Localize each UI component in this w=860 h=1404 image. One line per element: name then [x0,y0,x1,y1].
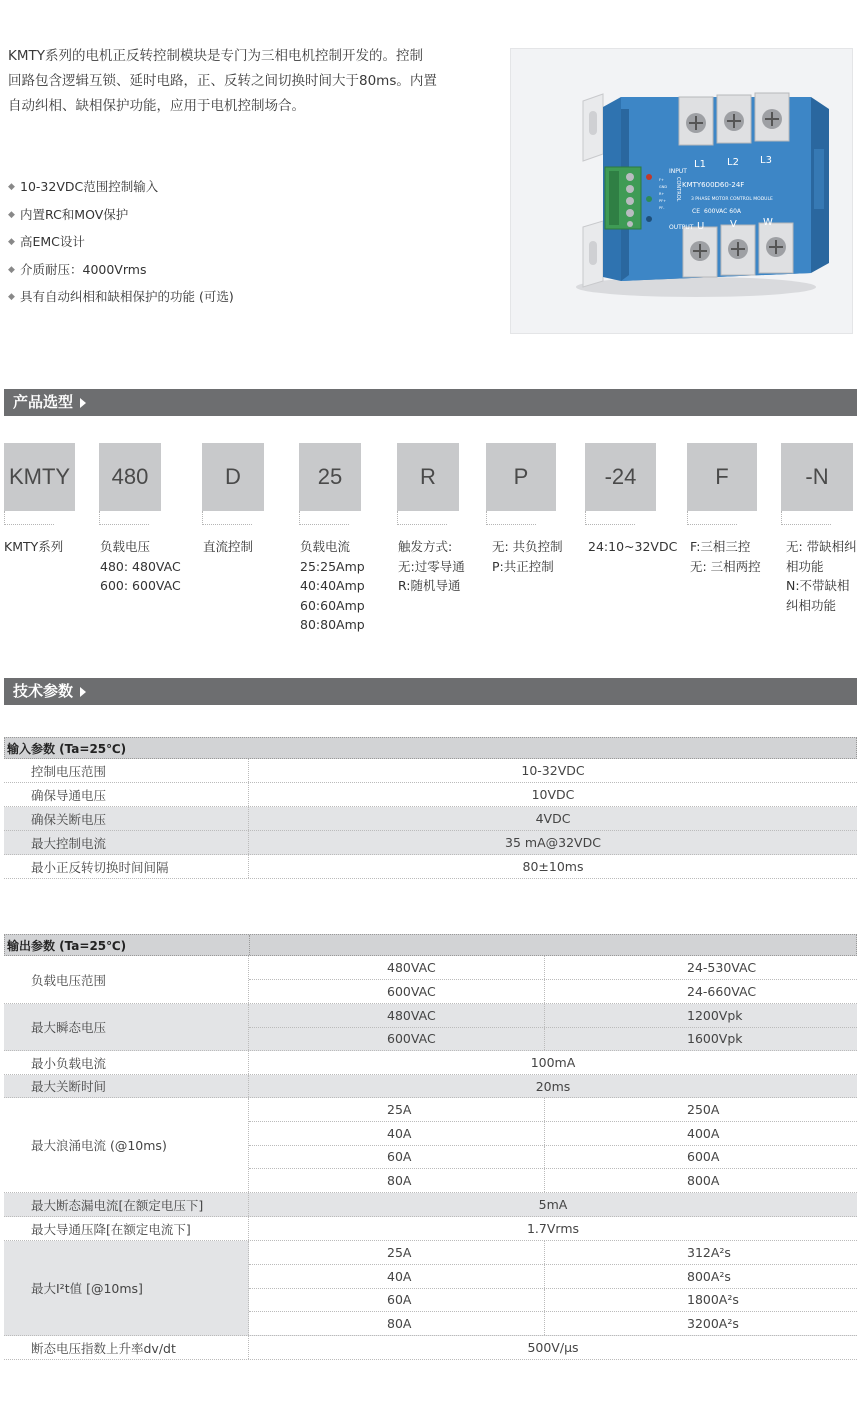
param-value: 24-660VAC [687,984,757,999]
code-desc-phase-correction [786,537,857,615]
param-condition: 480VAC [249,956,545,979]
code-desc-control-voltage [588,537,677,557]
code-desc-line: 无: 三相两控 [690,558,761,574]
diamond-bullet-icon: ◆ [8,264,15,275]
label-term-2: R+ [659,192,665,196]
feature-text: 内置RC和MOV保护 [20,206,129,222]
table-subrow [249,1312,857,1335]
table-row [4,1004,857,1051]
code-desc-line: 无:过零导通 [398,558,465,574]
label-model: KMTY600D60-24F [682,181,745,189]
code-desc-voltage [100,537,181,596]
code-desc-trigger [398,537,465,596]
intro-line: 回路包含逻辑互锁、延时电路，正、反转之间切换时间大于80ms。内置 [8,73,437,89]
param-value: 800A²s [687,1268,731,1284]
table-subrow [249,956,857,980]
param-value: 1600Vpk [687,1031,743,1047]
param-value: 800A [687,1173,720,1189]
diamond-bullet-icon: ◆ [8,237,15,247]
code-desc-line: R:随机导通 [398,578,461,593]
code-desc-polarity [492,537,563,576]
side-logo [814,149,824,209]
code-desc-line: 无: 共负控制 [492,539,563,554]
param-label: 断态电压指数上升率dv/dt [4,1336,249,1359]
label-term-4: PF- [659,206,665,210]
table-row [4,1051,857,1075]
param-value: 600A [687,1149,720,1165]
code-box: -24 [585,443,656,511]
code-desc-line: 24:10~32VDC [588,539,678,554]
table-row [4,831,857,855]
param-value: 80±10ms [522,859,584,874]
table-header: 输入参数 (Ta=25℃) [7,741,127,756]
code-desc-line: 80:80Amp [300,617,365,632]
table-header-row [4,934,857,956]
table-row [4,855,857,879]
table-row [4,1241,857,1336]
param-condition: 600VAC [249,980,545,1003]
table-row [4,1193,857,1217]
table-subrow [249,1098,857,1122]
param-label: 最小负载电流 [4,1051,249,1074]
table-subrow [249,980,857,1003]
feature-item [8,176,234,204]
label-rating: 600VAC 60A [704,208,742,215]
table-subrow [249,1004,857,1028]
table-row [4,1098,857,1193]
input-params-table [4,737,857,879]
label-output: OUTPUT [669,224,694,231]
param-condition: 80A [249,1169,545,1192]
code-connector [99,511,149,525]
table-header: 输出参数 (Ta=25℃) [5,935,250,955]
product-image [510,48,853,334]
diamond-bullet-icon: ◆ [8,182,15,192]
table-row [4,1075,857,1098]
code-box: R [397,443,459,511]
table-subrow [249,1169,857,1192]
param-value: 5mA [538,1197,568,1212]
label-term-0: F+ [659,178,664,182]
section-bar-product-selection [4,389,857,416]
param-condition: 25A [249,1241,545,1264]
code-connector [202,511,252,525]
param-value: 400A [687,1125,720,1141]
code-desc-line: 无: 带缺相纠 [786,539,857,554]
code-desc-line: 40:40Amp [300,578,365,593]
param-condition: 60A [249,1289,545,1312]
table-subrow [249,1146,857,1170]
param-value: 24-530VAC [687,960,757,975]
param-condition: 80A [249,1312,545,1335]
code-desc-line: 直流控制 [203,539,254,554]
code-desc-line: P:共正控制 [492,558,554,574]
output-params-table [4,934,857,1360]
label-l1: L1 [694,159,706,170]
code-connector [486,511,536,525]
param-value: 10-32VDC [521,763,585,778]
feature-text: 具有自动纠相和缺相保护的功能 (可选) [20,289,234,304]
code-desc-control [203,537,253,557]
code-connector [687,511,737,525]
param-value: 1800A²s [687,1292,739,1308]
param-value: 312A²s [687,1244,731,1260]
feature-item [8,286,234,314]
caret-right-icon [80,398,86,408]
table-subrow [249,1241,857,1265]
param-value: 3200A²s [687,1316,739,1332]
table-header-row [4,737,857,759]
code-box: KMTY [4,443,75,511]
param-label: 最大断态漏电流[在额定电压下] [4,1193,249,1216]
code-desc-line: F:三相三控 [690,539,751,554]
param-label: 最大控制电流 [4,831,249,854]
param-label: 最大瞬态电压 [4,1004,249,1050]
code-box: P [486,443,556,511]
table-row [4,1217,857,1241]
table-subrow [249,1122,857,1146]
param-label: 确保导通电压 [4,783,249,806]
param-label: 最小正反转切换时间间隔 [4,855,249,878]
feature-item [8,259,234,287]
param-label: 最大关断时间 [4,1075,249,1097]
code-connector [585,511,635,525]
param-value: 4VDC [535,811,571,826]
param-condition: 480VAC [249,1004,545,1027]
code-desc-line: N:不带缺相 [786,578,850,593]
param-condition: 25A [249,1098,545,1121]
table-row [4,759,857,783]
code-desc-current [300,537,365,635]
code-box: 480 [99,443,161,511]
code-desc-line: 60:60Amp [300,597,365,613]
code-desc-line: 25:25Amp [300,558,365,574]
intro-line: 自动纠相、缺相保护功能，应用于电机控制场合。 [8,98,305,114]
param-label: 最大I²t值 [@10ms] [4,1241,249,1335]
param-label: 确保关断电压 [4,807,249,830]
param-value: 1.7Vrms [526,1221,580,1236]
code-desc-series [4,537,63,557]
label-u: U [697,221,705,232]
code-connector [4,511,54,525]
table-subrow [249,1289,857,1313]
param-value: 20ms [535,1078,571,1094]
param-label: 负载电压范围 [4,956,249,1003]
table-row [4,956,857,1004]
param-value: 500V/μs [527,1340,579,1355]
label-desc: 3 PHASE MOTOR CONTROL MODULE [691,197,773,202]
table-subrow [249,1028,857,1051]
code-desc-line: 相功能 [786,558,824,574]
motor-control-module-illustration [511,49,853,334]
param-condition: 40A [249,1265,545,1288]
intro-line: KMTY系列的电机正反转控制模块是专门为三相电机控制开发的。控制 [8,48,423,64]
param-label: 最大浪涌电流 (@10ms) [4,1098,249,1192]
code-desc-line: 480: 480VAC [100,558,181,574]
label-v: V [730,219,737,230]
param-label: 控制电压范围 [4,759,249,782]
label-term-1: GND [659,185,668,189]
param-label: 最大导通压降[在额定电流下] [4,1217,249,1240]
param-value: 35 mA@32VDC [505,835,601,850]
param-value: 10VDC [531,787,575,802]
param-condition: 60A [249,1146,545,1169]
diamond-bullet-icon: ◆ [8,209,15,220]
feature-list [8,176,234,314]
label-term-3: PF+ [659,199,667,203]
section-title: 技术参数 [13,682,74,700]
feature-text: 高EMC设计 [20,234,85,249]
code-box: F [687,443,757,511]
label-l3: L3 [760,155,772,166]
label-w: W [763,217,773,228]
section-bar-tech-params [4,678,857,705]
feature-item [8,231,234,259]
code-desc-line: 负载电流 [300,539,351,554]
code-connector [397,511,447,525]
intro-paragraph [8,44,448,119]
caret-right-icon [80,687,86,697]
diamond-bullet-icon: ◆ [8,292,15,302]
feature-text: 介质耐压：4000Vrms [20,261,147,277]
table-row [4,1336,857,1360]
code-box: -N [781,443,853,511]
code-box: 25 [299,443,361,511]
table-subrow [249,1265,857,1289]
label-input: INPUT [669,168,687,175]
param-condition: 600VAC [249,1028,545,1051]
code-desc-line: 负载电压 [100,539,151,554]
table-row [4,783,857,807]
label-l2: L2 [727,157,739,168]
code-desc-line: 纠相功能 [786,597,837,613]
code-connector [299,511,349,525]
feature-text: 10-32VDC范围控制输入 [20,179,159,194]
param-condition: 40A [249,1122,545,1145]
param-value: 250A [687,1101,720,1117]
feature-item [8,204,234,232]
param-value: 100mA [530,1055,576,1070]
section-title: 产品选型 [13,393,74,411]
table-row [4,807,857,831]
label-ce: CE [692,208,700,215]
code-desc-line: 600: 600VAC [100,578,181,593]
code-box: D [202,443,264,511]
code-desc-line: KMTY系列 [4,539,64,554]
label-control: CONTROL [675,177,681,202]
code-desc-line: 触发方式: [398,539,453,554]
code-desc-phase-control [690,537,761,576]
param-value: 1200Vpk [687,1007,743,1023]
code-connector [781,511,831,525]
